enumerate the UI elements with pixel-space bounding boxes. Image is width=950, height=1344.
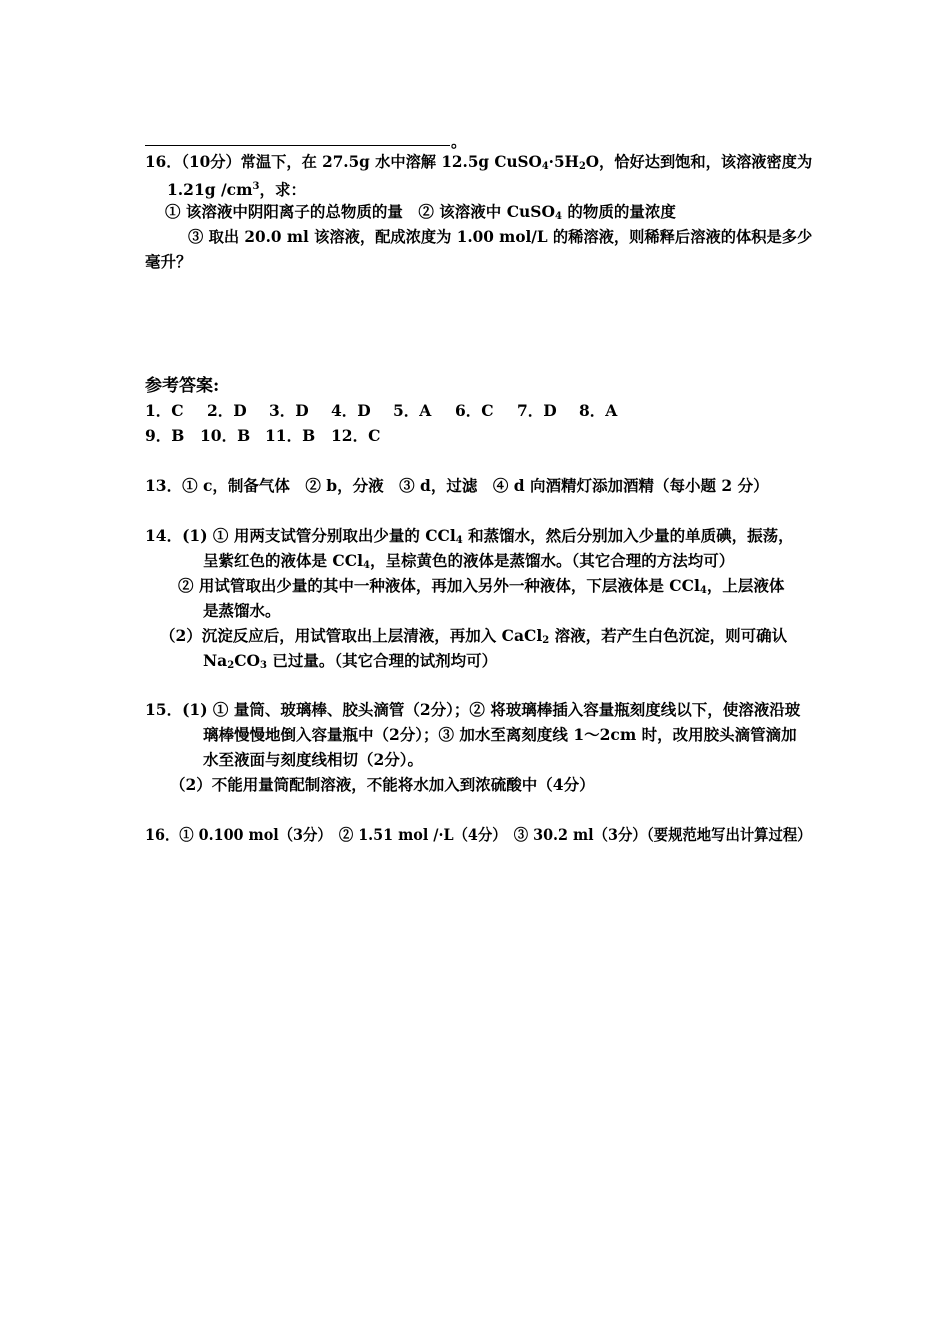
mc-answer: 2．D — [207, 401, 247, 420]
answer-15-line-4: （2）不能用量筒配制溶液，不能将水加入到浓硫酸中（4分） — [170, 775, 595, 794]
answer-15-line-2: 璃棒慢慢地倒入容量瓶中（2分）；③ 加水至离刻度线 1～2cm 时，改用胶头滴管滴加 — [203, 725, 797, 744]
answer-14-line-6: $Na_2CO_3$ 已过量。（其它合理的试剂均可） — [203, 651, 498, 671]
mc-answer: 7．D — [517, 401, 557, 420]
q16-line-3: ① 该溶液中阴阳离子的总物质的量 ② 该溶液中 CuSO$_4$ 的物质的量浓度 — [165, 202, 676, 222]
mc-answer: 5．A — [393, 401, 432, 420]
mc-answer: 10．B — [200, 426, 251, 445]
q16-line-2: 1.21g $/cm^3$，求： — [167, 180, 306, 199]
q16-line-4: ③ 取出 20.0 ml 该溶液，配成浓度为 1.00 mol/L 的稀溶液，则稀释后溶液的体积是多少 — [188, 227, 813, 246]
answer-14-line-4: 是蒸馏水。 — [203, 601, 281, 620]
answer-16: 16．① 0.100 mol（3分） ② 1.51 mol /·L（4分） ③ 30.2 ml（3分）（要规范地写出计算过程） — [145, 825, 812, 844]
mc-answer: 8．A — [579, 401, 618, 420]
answer-15-line-3: 水至液面与刻度线相切（2分）。 — [203, 750, 424, 769]
answer-14-line-2: 呈紫红色的液体是 CCl$_4$，呈棕黄色的液体是蒸馏水。（其它合理的方法均可） — [203, 551, 735, 571]
mc-answer: 12．C — [331, 426, 381, 445]
blank-end-mark: 。 — [451, 132, 467, 151]
answer-14-line-3: ② 用试管取出少量的其中一种液体，再加入另外一种液体，下层液体是 CCl$_4$，上层液体 — [178, 576, 785, 596]
answer-14-line-1: 14．(1) ① 用两支试管分别取出少量的 CCl$_4$ 和蒸馏水，然后分别加入少量的单质碘，振荡， — [145, 526, 794, 546]
mc-answer: 1．C — [145, 401, 184, 420]
mc-answer: 4．D — [331, 401, 371, 420]
mc-answer: 11．B — [265, 426, 316, 445]
mc-answer: 3．D — [269, 401, 309, 420]
answer-13: 13．① c，制备气体 ② b，分液 ③ d，过滤 ④ d 向酒精灯添加酒精（每小题 2 分） — [145, 476, 769, 495]
answer-15-line-1: 15．(1) ① 量筒、玻璃棒、胶头滴管（2分）；② 将玻璃棒插入容量瓶刻度线以下，使溶液沿玻 — [145, 700, 801, 719]
answers-heading: 参考答案: — [145, 376, 220, 396]
q16-line-1: 16．（10分）常温下，在 27.5g 水中溶解 12.5g $CuSO_4\cdot 5H_2O$，恰好达到饱和，该溶液密度为 — [145, 152, 813, 172]
answer-14-line-5: （2）沉淀反应后，用试管取出上层清液，再加入 CaCl$_2$ 溶液，若产生白色沉淀，则可确认 — [160, 626, 788, 646]
mc-answer: 9．B — [145, 426, 185, 445]
q16-line-5: 毫升？ — [145, 252, 192, 271]
answer-blank-line — [145, 145, 450, 146]
mc-answer: 6．C — [455, 401, 494, 420]
